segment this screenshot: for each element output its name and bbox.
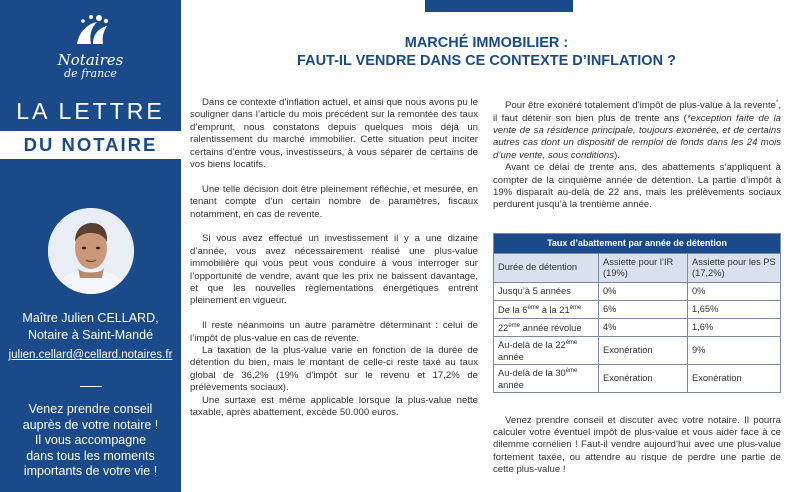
table-cell: Exonération — [599, 337, 688, 365]
table-header-cell: Assiette pour les PS (17,2%) — [688, 254, 781, 283]
logo-line1: Notaires — [57, 51, 124, 69]
cta-line: auprès de votre notaire ! — [22, 417, 159, 432]
table-cell: 6% — [599, 301, 688, 319]
author-email-link[interactable]: julien.cellard@cellard.notaires.fr — [8, 349, 173, 361]
logo-line2: de france — [64, 67, 117, 80]
abattement-table — [493, 233, 781, 393]
table-cell: Jusqu’à 5 années — [494, 283, 599, 301]
table-row — [494, 301, 781, 319]
author-avatar — [48, 208, 134, 294]
cta-line: dans tous les moments — [26, 448, 155, 463]
marianne-logo-icon — [69, 12, 113, 50]
notaires-logo — [0, 12, 181, 80]
paragraph: Dans ce contexte d’inflation actuel, et ainsi que nous avons pu le souligner dans l’article du mois précédent sur la remontée des taux d’emprunt, nous constatons depuis quelques mois déjà un ralentissement du marché immobilier. Cette situation peut inciter certains d’entre vous, investisseurs, à vous séparer de certains de vos biens locatifs. — [190, 97, 478, 171]
paragraph: Si vous avez effectué un investissement il y a une dizaine d’année, vous avez nécessairement réalisé une plus-value immobilière qui vous peut vous conduire à vous interroger sur l’opportunité de vendre, avant que les prix ne baissent davantage, et que les nouvelles règlementations énergétiques entrent pleinement en vigueur. — [190, 233, 478, 307]
title-line2: FAUT-IL VENDRE DANS CE CONTEXTE D’INFLATION ? — [297, 53, 676, 69]
table-caption: Taux d’abattement par année de détention — [494, 234, 781, 254]
author-office-line: Notaire à Saint-Mandé — [27, 328, 154, 342]
paragraph: Avant ce délai de trente ans, des abattements s’appliquent à compter de la cinquième année de détention. La partie d’impôt à 19% disparaît au-delà de 22 ans, mais les prélèvements sociaux perdurent jusqu’à la trentième année. — [493, 162, 781, 211]
paragraph: Il reste néanmoins un autre paramètre déterminant : celui de l’impôt de plus-value en cas de revente. — [190, 320, 478, 344]
lettre-title: LA LETTRE — [16, 98, 165, 124]
person-portrait-icon — [48, 208, 134, 294]
sidebar — [0, 0, 181, 492]
table-header-cell: Assiette pour l’IR (19%) — [599, 254, 688, 283]
table-row — [494, 319, 781, 337]
table-cell: 4% — [599, 319, 688, 337]
author-name-line: Maître Julien CELLARD, — [22, 311, 159, 325]
paragraph: Une telle décision doit être pleinement réfléchie, et mesurée, en tenant compte d’un certain nombre de paramètres, fiscaux notamment, en cas de revente. — [190, 183, 478, 220]
cta-line: Venez prendre conseil — [28, 402, 153, 416]
author-name — [0, 310, 181, 344]
table-cell: Au-delà de la 30ème année — [494, 365, 599, 393]
cta-line: importants de votre vie ! — [23, 464, 158, 478]
article-column-2 — [493, 97, 781, 212]
table-cell: 0% — [688, 283, 781, 301]
table-cell: 1,65% — [688, 301, 781, 319]
sidebar-divider — [80, 386, 102, 387]
table-cell: 9% — [688, 337, 781, 365]
paragraph: Une surtaxe est même applicable lorsque la plus-value nette taxable, après abattement, excède 50.000 euros. — [190, 394, 478, 419]
table-cell: Au-delà de la 22ème année — [494, 337, 599, 365]
table-row — [494, 365, 781, 393]
table-row — [494, 283, 781, 301]
paragraph: La taxation de la plus-value varie en fonction de la durée de détention du bien, mais le montant de celle-ci reste taxé au taux global de 36,2% (19% d’impôt sur le revenu et 17,2% de prélèvements sociaux). — [190, 345, 478, 394]
table-cell: 0% — [599, 283, 688, 301]
article-title — [185, 34, 788, 70]
table-row — [494, 337, 781, 365]
table-cell: Exonération — [599, 365, 688, 393]
closing-paragraph: Venez prendre conseil et discuter avec votre notaire. Il pourra calculer votre éventuel impôt de plus-value et vous aider face à ce dilemme cornélien ! Faut-il vendre aujourd’hui avec une plus-value fortement taxée, ou attendre au risque de perdre une partie de cette plus-value ! — [493, 414, 781, 476]
sidebar-cta — [8, 402, 173, 480]
du-notaire-band: DU NOTAIRE — [0, 131, 181, 159]
table-cell: 1,6% — [688, 319, 781, 337]
table-cell: De la 6ème à la 21ème — [494, 301, 599, 319]
article-column-1 — [190, 97, 478, 420]
table-header-cell: Durée de détention — [494, 254, 599, 283]
table-cell: 22ème année révolue — [494, 319, 599, 337]
cta-line: Il vous accompagne — [34, 433, 147, 447]
top-accent-bar — [425, 0, 573, 12]
table-cell: Exonération — [688, 365, 781, 393]
title-line1: MARCHÉ IMMOBILIER : — [404, 35, 569, 51]
paragraph: Pour être exonéré totalement d’impôt de plus-value à la revente*, il faut détenir son bien plus de trente ans (*exception faite de la vente de sa résidence principale, toujours exonérée, et de certains autres cas dont un dispositif de remploi de fonds dans les 24 mois d’une vente, sous conditions). — [493, 100, 781, 161]
table-header-row — [494, 254, 781, 283]
